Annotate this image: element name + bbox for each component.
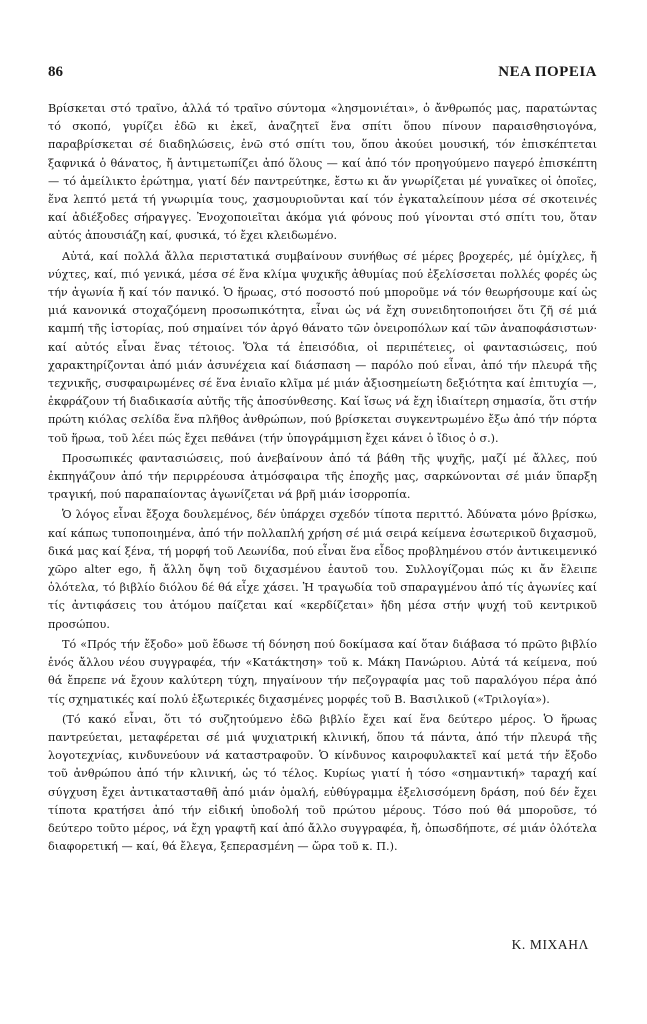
- paragraph-5: Τό «Πρός τήν ἔξοδο» μοῦ ἔδωσε τή δόνηση πού δοκίμασα καί ὅταν διάβασα τό πρῶτο βιβλίο ἑνός ἄλλου νέου συγγραφέα, τήν «Κατάκτηση» τοῦ κ. Μάκη Πανώριου. Αὐτά τά κείμενα, πού θά ἔπρεπε νά ἔχουν καλύτερη τύχη, πηγαίνουν τήν πεζογραφία μας τοῦ παραλόγου πέρα ἀπό τίς σχηματικές καί πολύ ἐξωτερικές διχασμένες μορφές τοῦ Β. Βασιλικοῦ («Τριλογία»).: [48, 637, 597, 706]
- author-signature: Κ. ΜΙΧΑΗΛ: [511, 937, 589, 952]
- page-header: [48, 64, 597, 86]
- paragraph-2: Αὐτά, καί πολλά ἄλλα περιστατικά συμβαίνουν συνήθως σέ μέρες βροχερές, μέ ὁμίχλες, ἤ νύχτες, καί, πιό γενικά, μέσα σέ ἕνα κλίμα ψυχικῆς ἀθυμίας πού ἐξελίσσεται πολλές φορές ὡς τήν ἀγωνία ἤ καί τόν πανικό. Ὁ ἥρωας, στό ποσοστό πού μποροῦμε νά τόν θεωρήσουμε καί ὡς μιά κανονικά στοχαζόμενη προσωπικότητα, εἶναι ὡς νά ἔχη συνειδητοποιήσει ὅτι ζῆ σέ μιά καμπή τῆς ἱστορίας, πού σημαίνει τόν ἀργό θάνατο τῶν ὀνειροπόλων καί τῶν ἀναποφάσιστων· καί αὐτός εἶναι ἕνας τέτοιος. Ὅλα τά ἐπεισόδια, οἱ περιπέτειες, οἱ φαντασιώσεις, πού χαρακτηρίζονται ἀπό μιάν ἀσυνέχεια καί διάσπαση — παρόλο πού εἶναι, ἀπό τήν πλευρά τῆς τεχνικῆς, συσφαιρωμένες σέ ἕνα ἑνιαῖο κλῖμα μέ μιάν ἀξιοσημείωτη δεξιότητα καί ἐπιτυχία —, ἐκφράζουν τή διαδικασία αὐτῆς τῆς ἀποσύνθεσης. Καί ἴσως νά ἔχη ἰδιαίτερη σημασία, ὅτι στήν πρώτη κιόλας σελίδα ἕνα πλῆθος ἀνθρώπων, πού βρίσκεται συγκεντρωμένο ἔξω ἀπό τήν πόρτα τοῦ ἥρωα, τοῦ λέει πώς ἔχει πεθάνει (τήν ὑπογράμμιση ἔχει κάνει ὁ ἴδιος ὁ σ.).: [48, 249, 597, 445]
- journal-title: ΝΕΑ ΠΟΡΕΙΑ: [498, 64, 597, 80]
- page-number: 86: [48, 64, 63, 80]
- paragraph-6: (Τό κακό εἶναι, ὅτι τό συζητούμενο ἐδῶ βιβλίο ἔχει καί ἕνα δεύτερο μέρος. Ὁ ἥρωας παντρεύεται, μεταφέρεται σέ μιά ψυχιατρική κλινική, ὅπου τά πάντα, ἀπό τήν πλευρά τῆς λογοτεχνίας, κινδυνεύουν νά καταστραφοῦν. Ὁ κίνδυνος καιροφυλακτεῖ καί μετά τήν ἔξοδο τοῦ ἀνθρώπου ἀπό τήν κλινική, ὡς τό τέλος. Κυρίως γιατί ἡ τόσο «σημαντική» ταραχή καί σύγχυση ἔχει ἀντικατασταθῆ ἀπό μιάν ὁμαλή, εὐθύγραμμα ἐξελισσόμενη δράση, πού δέν ἔχει τίποτα κρατήσει ἀπό τήν εἰδική ὑποδολή τοῦ πρώτου μέρους. Τόσο πού θά μποροῦσε, τό δεύτερο τοῦτο μέρος, νά ἔχη γραφτῆ καί ἀπό ἄλλο συγγραφέα, ἤ, ὁπωσδήποτε, σέ μιάν ὁλότελα διαφορετική — καί, θά ἔλεγα, ξεπερασμένη — ὥρα τοῦ κ. Π.).: [48, 712, 597, 854]
- article-body: [48, 100, 597, 858]
- paragraph-1: Βρίσκεται στό τραῖνο, ἀλλά τό τραῖνο σύντομα «λησμονιέται», ὁ ἄνθρωπός μας, παρατώντας τό σκοπό, γυρίζει ἐδῶ κι ἐκεῖ, ἀναζητεῖ ἕνα σπίτι ὅπου πίνουν παραισθησιογόνα, παραβρίσκεται σέ διαδηλώσεις, ἐνῶ στό σπίτι του, ὅπου ἀκούει μουσική, τόν ἐπισκέπτεται ξαφνικά ὁ θάνατος, ἤ ἀντιμετωπίζει ἀπό ὅλους — καί ἀπό τόν προηγούμενο παγερό ἐπισκέπτη — τό ἀμείλικτο ἐρώτημα, γιατί δέν παντρεύτηκε, ἔστω κι ἄν γνωρίζεται μέ γυναῖκες οἱ ὁποῖες, ἕνα λεπτό μετά τή γνωριμία τους, χασμουριοῦνται καί τόν ἐγκαταλείπουν μέσα σέ σκοτεινές καί ἀδιέξοδες σήραγγες. Ἐνοχοποιεῖται ἀκόμα γιά φόνους πού γίνονται στό σπίτι του, ὅταν αὐτός ἀπουσιάζη καί, φυσικά, τό ἔχει κλειδωμένο.: [48, 102, 597, 243]
- paragraph-3: Προσωπικές φαντασιώσεις, πού ἀνεβαίνουν ἀπό τά βάθη τῆς ψυχῆς, μαζί μέ ἄλλες, πού ἐκπηγάζουν ἀπό τήν περιρρέουσα ἀτμόσφαιρα τῆς ἐποχῆς μας, σαρκώνονται σέ μιάν ὕπαρξη τραγική, πού παραπαίοντας ἀγωνίζεται νά βρῆ μιάν ἰσορροπία.: [48, 451, 597, 502]
- paragraph-4: Ὁ λόγος εἶναι ἔξοχα δουλεμένος, δέν ὑπάρχει σχεδόν τίποτα περιττό. Ἀδύνατα μόνο βρίσκω, καί κάπως τυποποιημένα, ἀπό τήν πολλαπλή χρήση σέ μιά σειρά κείμενα ἐσωτερικοῦ διχασμοῦ, δικά μας καί ξένα, τή μορφή τοῦ Λεωνίδα, πού εἶναι ἕνα εἶδος προβλημένου στόν ἀντικειμενικό χῶρο alter ego, ἤ ἄλλη ὄψη τοῦ διχασμένου ἑαυτοῦ του. Συλλογίζομαι πώς κι ἄν ἔλειπε ὁλότελα, τό βιβλίο διόλου δέ θά εἶχε χάσει. Ἡ τραγωδία τοῦ σπαραγμένου ἀπό τίς ἀγωνίες καί τίς ἀντιφάσεις του ἀτόμου παίζεται καί «κερδίζεται» ἤδη μέσα στήν ψυχή τοῦ κεντρικοῦ προσώπου.: [48, 508, 597, 631]
